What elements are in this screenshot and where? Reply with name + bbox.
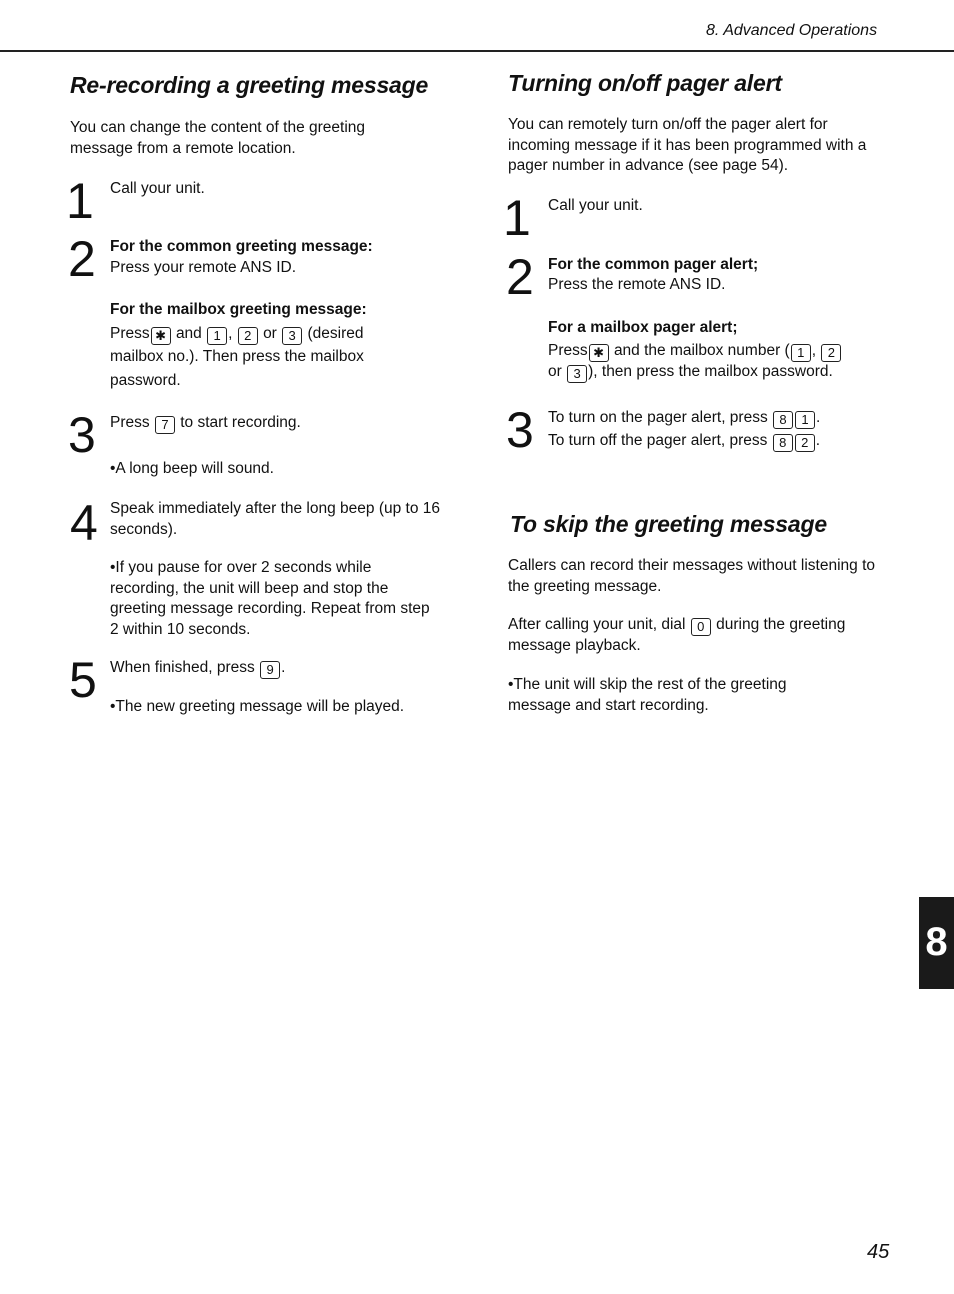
key-1: 1 <box>207 327 227 345</box>
word: To turn off the pager alert, press <box>548 432 768 449</box>
left-step2-line3: password. <box>110 372 181 389</box>
word: message playback. <box>508 637 641 654</box>
word: Press <box>110 414 150 431</box>
right-step2-heading-mailbox: For a mailbox pager alert; <box>548 319 738 336</box>
left-step4-bullet: •If you pause for over 2 seconds while recording, the unit will beep and stop the greeting message recording. Repeat from step 2 within 10 seconds. <box>110 559 430 638</box>
word: ), then press the mailbox password. <box>588 363 833 380</box>
left-step5-bullet: •The new greeting message will be played. <box>110 698 405 715</box>
left-intro: You can change the content of the greeting message from a remote location. <box>70 119 366 157</box>
word: To turn on the pager alert, press <box>548 409 768 426</box>
chapter-tab-label: 8 <box>925 920 948 964</box>
right-intro: You can remotely turn on/off the pager alert for incoming message if it has been programmed with a pager number in advance (see page 54). <box>508 116 867 174</box>
skip-paragraph-1: Callers can record their messages without listening to the greeting message. <box>508 557 876 595</box>
key-1: 1 <box>795 411 815 429</box>
right-step2-text-common: Press the remote ANS ID. <box>548 276 726 293</box>
left-step2-heading-common: For the common greeting message: <box>110 238 373 255</box>
left-step3-bullet: •A long beep will sound. <box>110 460 274 477</box>
skip-paragraph-2 <box>508 615 893 657</box>
key-8: 8 <box>773 434 793 452</box>
word: Press <box>110 325 150 342</box>
section-title-rerecording: Re-recording a greeting message <box>70 72 429 98</box>
right-step2-text-mailbox <box>548 341 898 383</box>
word: or <box>263 325 277 342</box>
right-step2-heading-common: For the common pager alert; <box>548 256 759 273</box>
word: during the greeting <box>716 616 846 633</box>
word: Press <box>548 342 588 359</box>
left-step2-line1 <box>110 324 363 345</box>
key-3: 3 <box>282 327 302 345</box>
key-star: ✱ <box>589 344 609 362</box>
left-step3-text <box>110 413 301 434</box>
page-number: 45 <box>867 1241 890 1263</box>
key-3: 3 <box>567 365 587 383</box>
section-title-skip-greeting: To skip the greeting message <box>510 511 827 537</box>
key-8: 8 <box>773 411 793 429</box>
word: . <box>815 432 821 449</box>
step-number-5: 5 <box>69 652 97 708</box>
step-number-3: 3 <box>68 407 96 463</box>
right-step1-text: Call your unit. <box>548 197 643 214</box>
running-header: 8. Advanced Operations <box>706 22 878 39</box>
key-0: 0 <box>691 618 711 636</box>
step-number-4: 4 <box>70 495 98 551</box>
left-step4-text: Speak immediately after the long beep (up to 16 seconds). <box>110 500 441 538</box>
key-7: 7 <box>155 416 175 434</box>
word: After calling your unit, dial <box>508 616 686 633</box>
key-2: 2 <box>238 327 258 345</box>
right-step3-off <box>548 431 820 452</box>
step-number-2: 2 <box>506 249 534 305</box>
step-number-1: 1 <box>66 173 94 229</box>
word: . <box>816 409 821 426</box>
key-star: ✱ <box>151 327 171 345</box>
key-2: 2 <box>795 434 815 452</box>
word: (desired <box>307 325 364 342</box>
chapter-tab <box>919 897 954 989</box>
section-title-pager-alert: Turning on/off pager alert <box>508 70 782 96</box>
key-1: 1 <box>791 344 811 362</box>
step-number-3: 3 <box>506 402 534 458</box>
header-rule <box>0 50 954 52</box>
word: to start recording. <box>180 414 301 431</box>
word: When finished, press <box>110 659 255 676</box>
step-number-2: 2 <box>68 231 96 287</box>
key-2: 2 <box>821 344 841 362</box>
skip-bullet: •The unit will skip the rest of the greeting message and start recording. <box>508 676 787 714</box>
left-step2-heading-mailbox: For the mailbox greeting message: <box>110 301 367 318</box>
word: , <box>811 342 817 359</box>
left-step2-text-common: Press your remote ANS ID. <box>110 259 297 276</box>
right-step3-on <box>548 408 820 429</box>
left-step2-line2: mailbox no.). Then press the mailbox <box>110 348 364 365</box>
step-number-1: 1 <box>503 190 531 246</box>
word: . <box>281 659 286 676</box>
word: and the mailbox number ( <box>613 342 790 359</box>
word: or <box>548 363 562 380</box>
left-step1-text: Call your unit. <box>110 180 205 197</box>
key-9: 9 <box>260 661 280 679</box>
word: , <box>228 325 233 342</box>
left-step5-text <box>110 658 285 679</box>
word: and <box>175 325 202 342</box>
